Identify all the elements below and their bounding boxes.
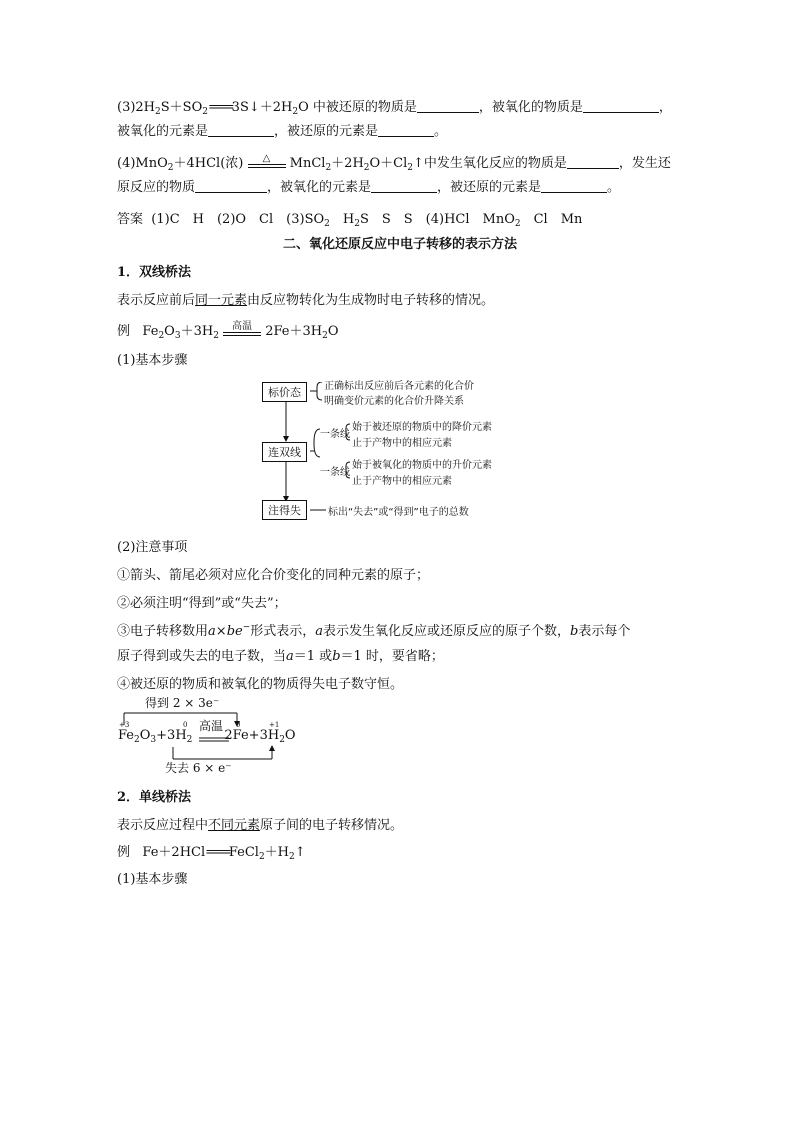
valence-h-reactant: 0 xyxy=(183,721,188,729)
note-4: ④被还原的物质和被氧化的物质得失电子数守恒。 xyxy=(117,677,404,692)
step1-text-2: 明确变价元素的化合价升降关系 xyxy=(324,396,464,407)
step2-label-1: 一条线 xyxy=(320,429,350,440)
note-3-line-1: ③电子转移数用a×be−形式表示，a表示发生氧化反应或还原反应的原子个数，b表示每个 xyxy=(117,622,631,639)
step-box-connect-lines: 连双线 xyxy=(262,442,307,462)
double-bridge-example: 例 $Fe_2O_3+3H_2$ 高温 $2Fe+3H_2O$ xyxy=(117,320,339,341)
question-4-line-2: 原反应的物质 ，被氧化的元素是 ，被还原的元素是 。 xyxy=(117,180,621,195)
steps-title-2: (1)基本步骤 xyxy=(117,872,188,887)
heading-double-bridge: 1．双线桥法 xyxy=(117,265,192,280)
blank-field[interactable] xyxy=(371,178,437,193)
blank-field[interactable] xyxy=(378,122,434,137)
question-3-line-1: $(3)2H_2S+SO_2===3S↓+2H_2O$ 中被还原的物质是 ，被氧化的物质是 ， xyxy=(117,100,672,117)
step2-text-2b: 止于产物中的相应元素 xyxy=(352,476,452,487)
blank-field[interactable] xyxy=(541,178,607,193)
blank-field[interactable] xyxy=(195,178,267,193)
note-3-line-2: 原子得到或失去的电子数，当a＝1 或b＝1 时，要省略； xyxy=(117,649,444,664)
double-bridge-diagram xyxy=(117,697,307,777)
blank-field[interactable] xyxy=(567,154,619,169)
heading-single-bridge: 2．单线桥法 xyxy=(117,790,192,805)
question-3-line-2: 被氧化的元素是 ，被还原的元素是 。 xyxy=(117,124,448,139)
step2-text-2a: 始于被氧化的物质中的升价元素 xyxy=(352,460,492,471)
single-bridge-description: 表示反应过程中不同元素原子间的电子转移情况。 xyxy=(117,818,404,833)
steps-flowchart xyxy=(262,382,592,527)
blank-field[interactable] xyxy=(417,98,479,113)
note-2: ②必须注明“得到”或“失去”； xyxy=(117,596,287,611)
diagram-equation: $Fe_2O_3+3H_2$ $2Fe+3H_2O$ xyxy=(118,728,296,745)
answer-label: 答案 xyxy=(117,212,144,227)
step2-text-1b: 止于产物中的相应元素 xyxy=(352,438,452,449)
blank-field[interactable] xyxy=(583,98,659,113)
step-box-label-valence: 标价态 xyxy=(262,382,307,402)
high-temp-condition-sign: 高温 xyxy=(223,326,261,338)
step2-label-2: 一条线 xyxy=(320,467,350,478)
blank-field[interactable] xyxy=(208,122,274,137)
lose-electrons-label: 失去 6 × e⁻ xyxy=(165,761,232,775)
section-title: 二、氧化还原反应中电子转移的表示方法 xyxy=(282,237,517,252)
valence-fe-reactant: +3 xyxy=(119,721,130,729)
heat-condition-sign: △ xyxy=(248,158,286,170)
step3-text: 标出“失去”或“得到”电子的总数 xyxy=(328,507,469,518)
diagram-condition: 高温 xyxy=(199,719,224,733)
notes-title: (2)注意事项 xyxy=(117,540,188,555)
valence-h-product: +1 xyxy=(269,721,280,729)
step1-text-1: 正确标出反应前后各元素的化合价 xyxy=(324,381,474,392)
question-4-line-1: (4)MnO$_2$＋4HCl(浓) △ $MnCl_2+2H_2O+Cl_2↑$中发生氧化反应的物质是 ，发生还 xyxy=(117,152,671,173)
note-1: ①箭头、箭尾必须对应化合价变化的同种元素的原子； xyxy=(117,568,430,583)
step2-text-1a: 始于被还原的物质中的降价元素 xyxy=(352,422,492,433)
valence-fe-product: 0 xyxy=(236,721,241,729)
answer-line: 答案 (1)C H (2)O Cl $(3)SO_2$ $H_2S$ S S (4)HCl MnO$_2$ Cl Mn xyxy=(117,212,583,229)
step-box-gain-loss: 注得失 xyxy=(262,500,307,520)
single-bridge-example: 例 $Fe+2HCl===FeCl_2+H_2↑$ xyxy=(117,845,306,862)
gain-electrons-label: 得到 2 × 3e⁻ xyxy=(145,696,220,710)
steps-title-1: (1)基本步骤 xyxy=(117,353,188,368)
double-bridge-description: 表示反应前后同一元素由反应物转化为生成物时电子转移的情况。 xyxy=(117,293,495,308)
